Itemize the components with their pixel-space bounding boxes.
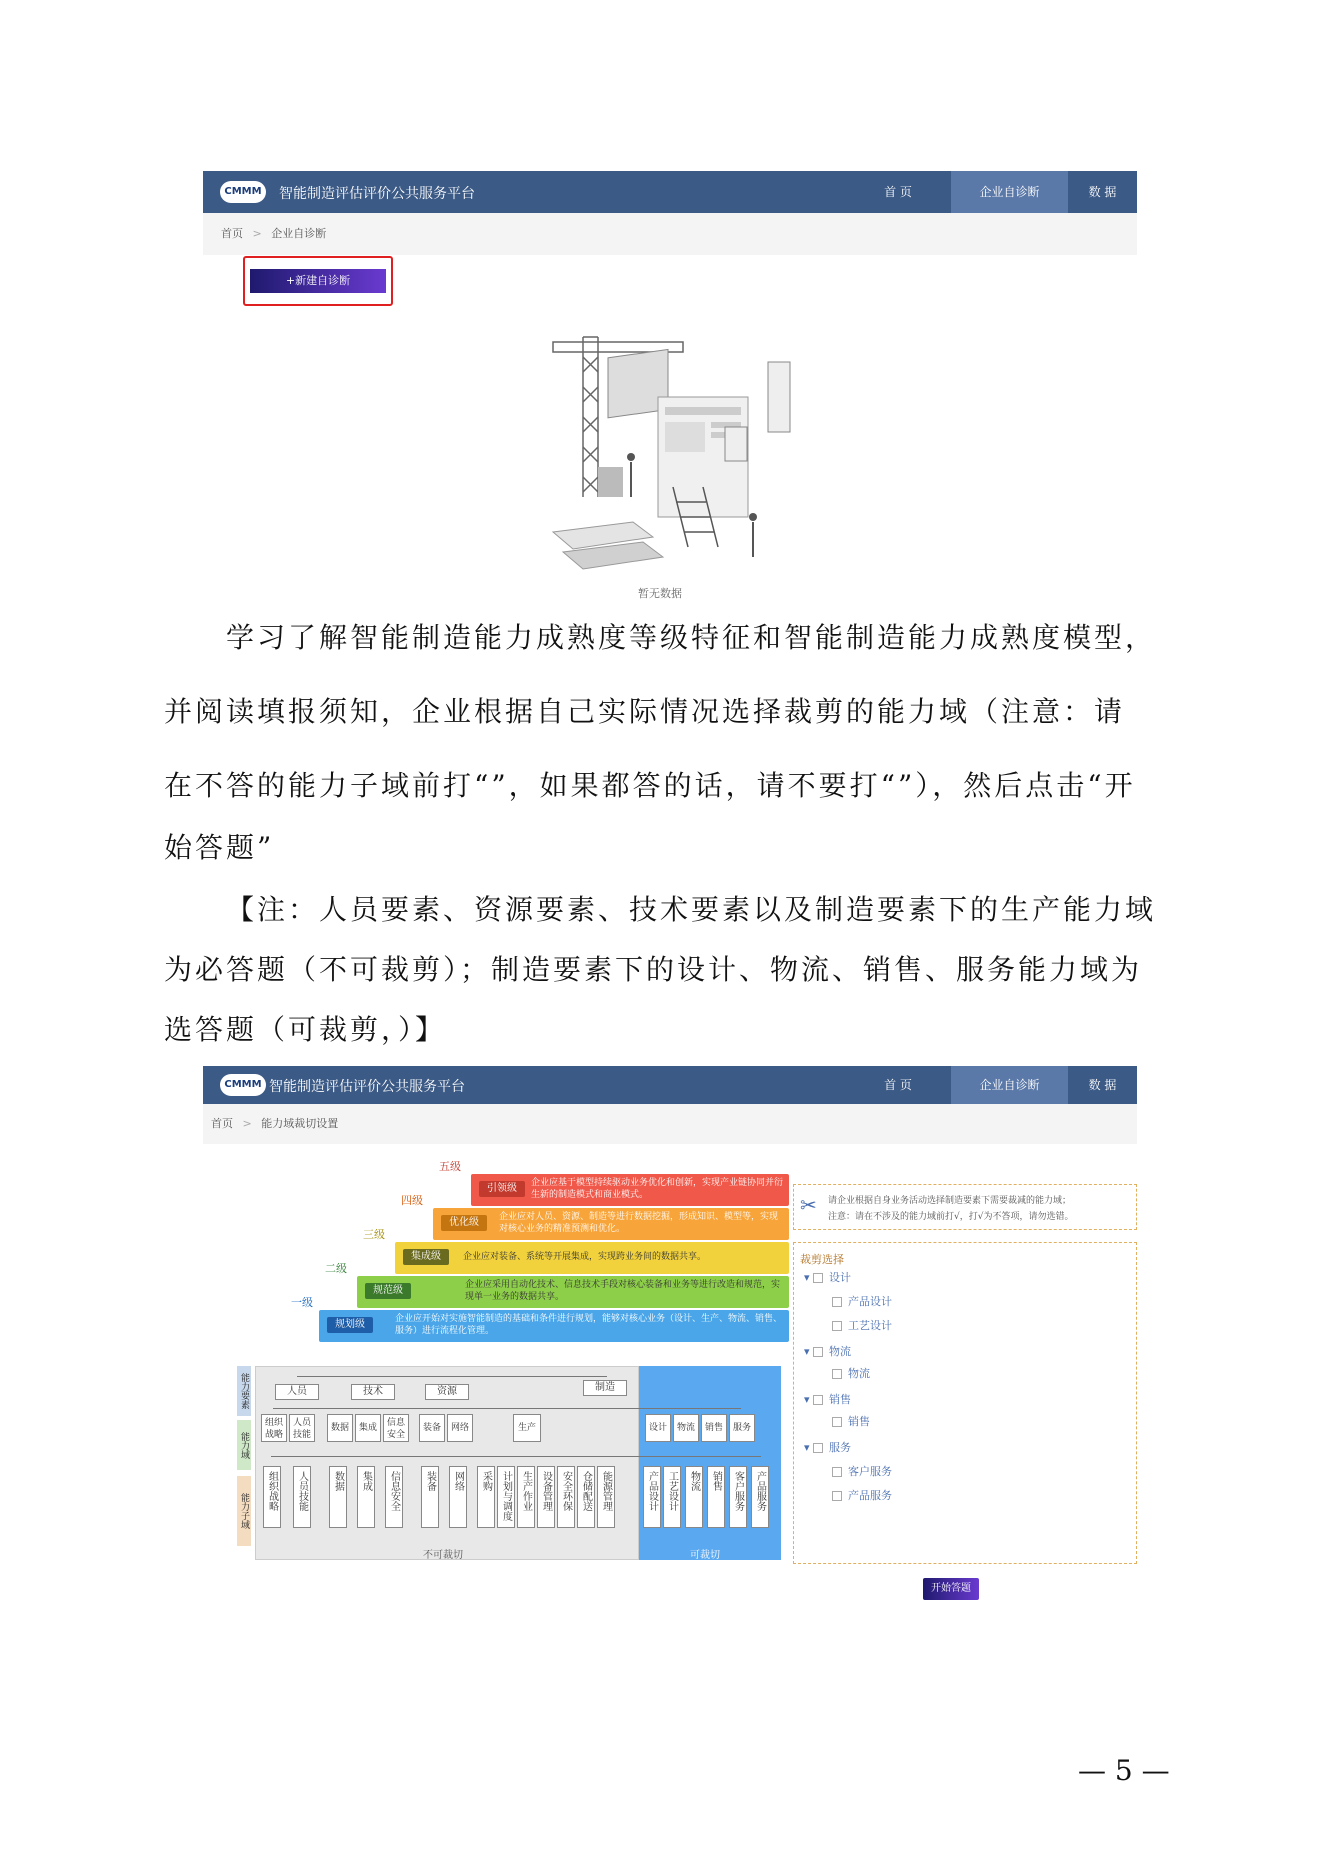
scissors-icon: ✂	[800, 1193, 817, 1217]
paragraph1-line1: 学习了解智能制造能力成熟度等级特征和智能制造能力成熟度模型，	[226, 621, 1157, 654]
domain-data: 数据	[327, 1414, 353, 1442]
sub-org-strategy: 组织战略	[263, 1466, 281, 1528]
sub-data: 数据	[329, 1466, 347, 1528]
domain-equipment: 装备	[419, 1414, 445, 1442]
domain-service: 服务	[729, 1414, 755, 1442]
nav-home-2[interactable]: 首 页	[884, 1078, 912, 1092]
sub-safety-env: 安全环保	[557, 1466, 575, 1528]
sub-info-security: 信息安全	[385, 1466, 403, 1528]
level2-badge: 规范级	[365, 1283, 411, 1299]
sub-product-design: 产品设计	[643, 1466, 661, 1528]
domain-production: 生产	[513, 1414, 541, 1442]
nav-self-diagnosis-2[interactable]: 企业自诊断	[951, 1066, 1068, 1104]
element-resource: 资源	[425, 1384, 469, 1400]
side-label-domain: 能力域	[237, 1420, 251, 1470]
domain-network: 网络	[447, 1414, 473, 1442]
breadcrumb-separator: >	[252, 227, 262, 240]
trimmable-label: 可裁切	[690, 1550, 720, 1561]
empty-state-illustration	[543, 317, 833, 577]
paragraph2-line3: 选答题（可裁剪，）】	[164, 1013, 447, 1046]
tree-service[interactable]: ▾ 服务	[804, 1441, 852, 1454]
level1-badge: 规划级	[327, 1317, 373, 1333]
paragraph1-line3: 在不答的能力子域前打“”，如果都答的话，请不要打“”），然后点击“开	[164, 769, 1136, 802]
sub-logistics: 物流	[685, 1466, 703, 1528]
sub-equipment-mgmt: 设备管理	[537, 1466, 555, 1528]
sub-procurement: 采购	[477, 1466, 495, 1528]
domain-org-strategy: 组织战略	[261, 1414, 287, 1442]
paragraph1-line2: 并阅读填报须知，企业根据自己实际情况选择裁剪的能力域（注意：请	[164, 695, 1126, 728]
sub-production-ops: 生产作业	[517, 1466, 535, 1528]
cmmm-logo: CMMM	[220, 181, 266, 203]
notice-panel	[793, 1184, 1137, 1230]
domain-info-security: 信息安全	[383, 1414, 409, 1442]
screenshot-new-diagnosis	[203, 171, 1137, 611]
maturity-pyramid	[291, 1160, 791, 1341]
breadcrumb-2	[203, 1104, 1137, 1144]
level3-step	[395, 1242, 789, 1274]
connector-domains	[273, 1408, 741, 1409]
element-manufacturing: 制造	[583, 1380, 627, 1396]
trim-selection-panel	[793, 1242, 1137, 1564]
site-title-2: 智能制造评估评价公共服务平台	[269, 1079, 465, 1095]
side-label-subdomain: 能力子域	[237, 1476, 251, 1546]
side-label-elements: 能力要素	[237, 1366, 251, 1416]
level1-label: 一级	[291, 1296, 313, 1309]
breadcrumb-separator-2: >	[242, 1117, 252, 1130]
sub-customer-service: 客户服务	[729, 1466, 747, 1528]
level2-label: 二级	[325, 1262, 347, 1275]
capability-diagram	[203, 1366, 783, 1616]
tree-sales[interactable]: ▾ 销售	[804, 1393, 852, 1406]
tree-product-design[interactable]: 产品设计	[832, 1293, 892, 1309]
domain-design: 设计	[645, 1414, 671, 1442]
level5-desc: 企业应基于模型持续驱动业务优化和创新，实现产业链协同并衍生新的制造模式和商业模式。	[531, 1178, 784, 1200]
breadcrumb	[203, 213, 1137, 255]
tree-sales-child[interactable]: 销售	[832, 1413, 870, 1429]
nav-data-2[interactable]: 数 据	[1088, 1078, 1117, 1092]
level5-label: 五级	[439, 1160, 461, 1173]
not-trimmable-label: 不可裁切	[423, 1550, 463, 1561]
level2-step	[357, 1276, 789, 1308]
level4-badge: 优化级	[441, 1215, 487, 1231]
level3-badge: 集成级	[403, 1249, 449, 1265]
paragraph1-line4: 始答题”	[164, 831, 275, 864]
tree-customer-service[interactable]: 客户服务	[832, 1463, 892, 1479]
sub-personnel-skills: 人员技能	[293, 1466, 311, 1528]
page-number: — 5 —	[1078, 1754, 1170, 1787]
tree-logistics[interactable]: ▾ 物流	[804, 1345, 852, 1358]
domain-integration: 集成	[355, 1414, 381, 1442]
paragraph2-line1: 【注：人员要素、资源要素、技术要素以及制造要素下的生产能力域	[226, 893, 1157, 926]
level4-desc: 企业应对人员、资源、制造等进行数据挖掘，形成知识、模型等，实现对核心业务的精准预测和优化。	[499, 1212, 779, 1234]
domain-personnel-skills: 人员技能	[289, 1414, 315, 1442]
sub-sales: 销售	[707, 1466, 725, 1528]
breadcrumb-home[interactable]: 首页	[221, 227, 243, 240]
nav-data[interactable]: 数 据	[1088, 185, 1117, 199]
tree-design[interactable]: ▾ 设计	[804, 1271, 852, 1284]
connector-top	[297, 1376, 607, 1377]
level5-badge: 引领级	[479, 1181, 525, 1197]
level1-desc: 企业应开始对实施智能制造的基础和条件进行规划，能够对核心业务（设计、生产、物流、销售、服务）进行流程化管理。	[395, 1314, 783, 1336]
connector-subdomains	[271, 1456, 761, 1457]
trim-title: 裁剪选择	[800, 1253, 844, 1266]
site-header	[203, 171, 1137, 213]
empty-text: 暂无数据	[638, 587, 682, 600]
tree-product-service[interactable]: 产品服务	[832, 1487, 892, 1503]
new-button-highlight	[243, 256, 393, 306]
sub-integration: 集成	[357, 1466, 375, 1528]
element-technology: 技术	[351, 1384, 395, 1400]
notice-line2: 注意：请在不涉及的能力域前打√，打√为不答项，请勿选错。	[828, 1212, 1074, 1222]
level3-label: 三级	[363, 1228, 385, 1241]
tree-process-design[interactable]: 工艺设计	[832, 1317, 892, 1333]
sub-planning-scheduling: 计划与调度	[497, 1466, 515, 1528]
site-title: 智能制造评估评价公共服务平台	[279, 186, 475, 202]
domain-logistics: 物流	[673, 1414, 699, 1442]
notice-line1: 请企业根据自身业务活动选择制造要素下需要裁减的能力域；	[828, 1196, 1072, 1206]
breadcrumb-home-2[interactable]: 首页	[211, 1117, 233, 1130]
level4-step	[433, 1208, 789, 1240]
nav-self-diagnosis[interactable]: 企业自诊断	[951, 171, 1068, 213]
nav-home[interactable]: 首 页	[884, 185, 912, 199]
level4-label: 四级	[401, 1194, 423, 1207]
sub-equipment: 装备	[421, 1466, 439, 1528]
sub-process-design: 工艺设计	[663, 1466, 681, 1528]
breadcrumb-current-2: 能力域裁切设置	[261, 1117, 339, 1130]
sub-network: 网络	[449, 1466, 467, 1528]
level2-desc: 企业应采用自动化技术、信息技术手段对核心装备和业务等进行改造和规范，实现单一业务的数据共享。	[465, 1280, 781, 1302]
paragraph2-line2: 为必答题（不可裁剪）；制造要素下的设计、物流、销售、服务能力域为	[164, 953, 1143, 986]
level5-step	[471, 1174, 789, 1206]
level3-desc: 企业应对装备、系统等开展集成，实现跨业务间的数据共享。	[463, 1252, 707, 1262]
breadcrumb-current: 企业自诊断	[271, 227, 327, 240]
trimmable-area	[639, 1366, 781, 1560]
site-header-2	[203, 1066, 1137, 1104]
level1-step	[319, 1310, 789, 1342]
element-personnel: 人员	[275, 1384, 319, 1400]
screenshot-domain-trimming	[203, 1066, 1137, 1626]
tree-logistics-child[interactable]: 物流	[832, 1365, 870, 1381]
sub-energy-mgmt: 能源管理	[597, 1466, 615, 1528]
domain-sales: 销售	[701, 1414, 727, 1442]
sub-product-service: 产品服务	[751, 1466, 769, 1528]
sub-warehousing: 仓储配送	[577, 1466, 595, 1528]
start-answer-button[interactable]: 开始答题	[923, 1578, 979, 1600]
cmmm-logo-2: CMMM	[220, 1074, 266, 1096]
new-diagnosis-button[interactable]: +新建自诊断	[250, 269, 386, 293]
